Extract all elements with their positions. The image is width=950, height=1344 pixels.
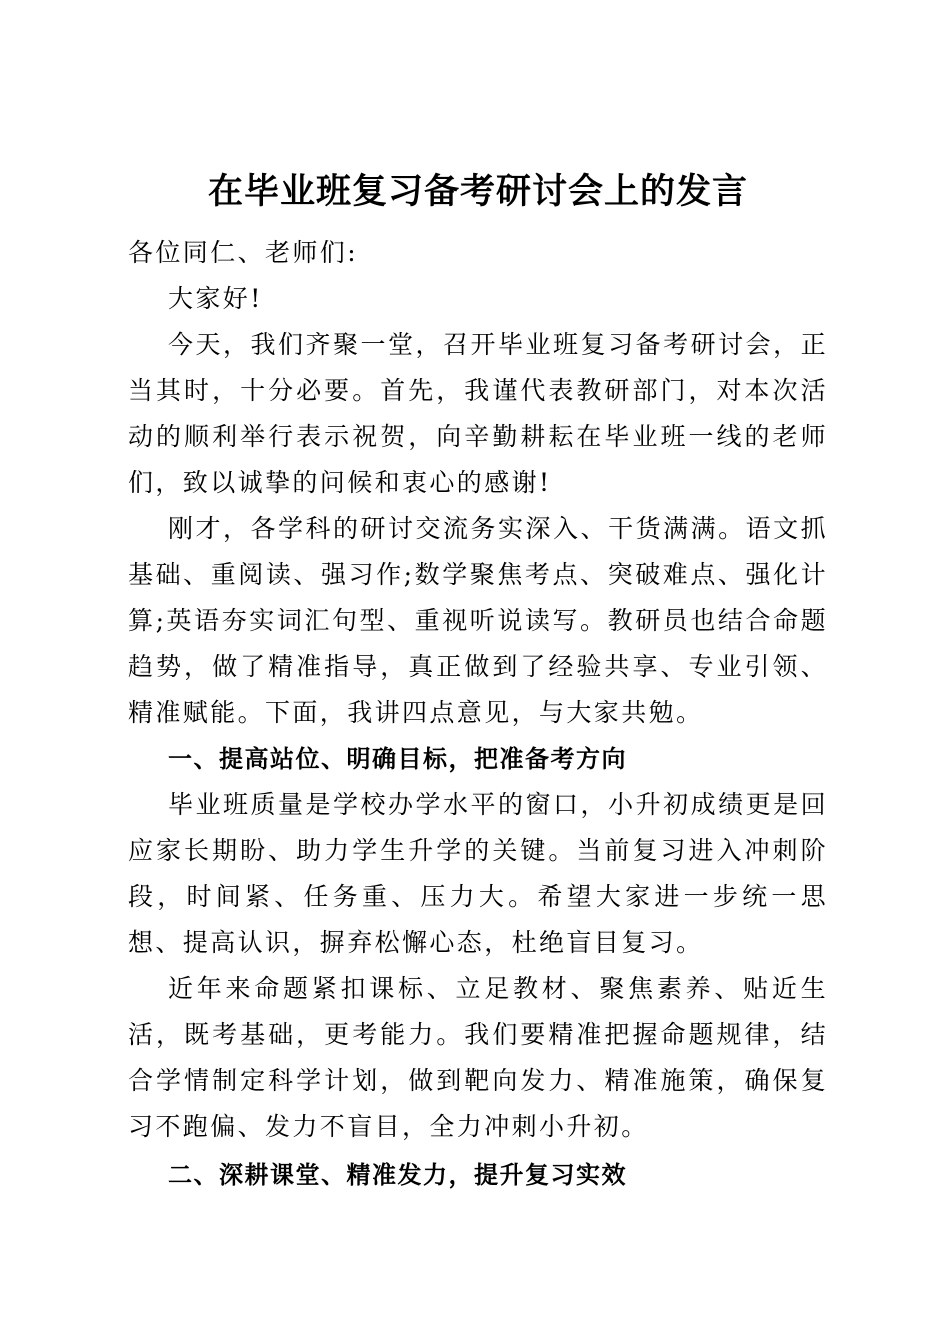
salutation: 各位同仁、老师们: — [128, 238, 359, 267]
greeting: 大家好! — [168, 284, 263, 313]
document-title: 在毕业班复习备考研讨会上的发言 — [207, 172, 748, 212]
document-page — [128, 162, 828, 1198]
section-heading: 一、提高站位、明确目标，把准备考方向 — [168, 745, 627, 773]
body-paragraph: 今天，我们齐聚一堂，召开毕业班复习备考研讨会，正当其时，十分必要。首先，我谨代表教研部门，对本次活动的顺利举行表示祝贺，向辛勤耕耘在毕业班一线的老师们，致以诚挚的问候和衷心的感谢! — [128, 330, 828, 497]
body-paragraph: 近年来命题紧扣课标、立足教材、聚焦素养、贴近生活，既考基础，更考能力。我们要精准把握命题规律，结合学情制定科学计划，做到靶向发力、精准施策，确保复习不跑偏、发力不盲目，全力冲刺小升初。 — [128, 974, 828, 1141]
body-paragraph: 毕业班质量是学校办学水平的窗口，小升初成绩更是回应家长期盼、助力学生升学的关键。当前复习进入冲刺阶段，时间紧、任务重、压力大。希望大家进一步统一思想、提高认识，摒弃松懈心态，杜绝盲目复习。 — [128, 790, 828, 957]
body-paragraph: 刚才，各学科的研讨交流务实深入、干货满满。语文抓基础、重阅读、强习作;数学聚焦考点、突破难点、强化计算;英语夯实词汇句型、重视听说读写。教研员也结合命题趋势，做了精准指导，真正做到了经验共享、专业引领、精准赋能。下面，我讲四点意见，与大家共勉。 — [128, 514, 828, 727]
section-heading: 二、深耕课堂、精准发力，提升复习实效 — [168, 1161, 627, 1189]
